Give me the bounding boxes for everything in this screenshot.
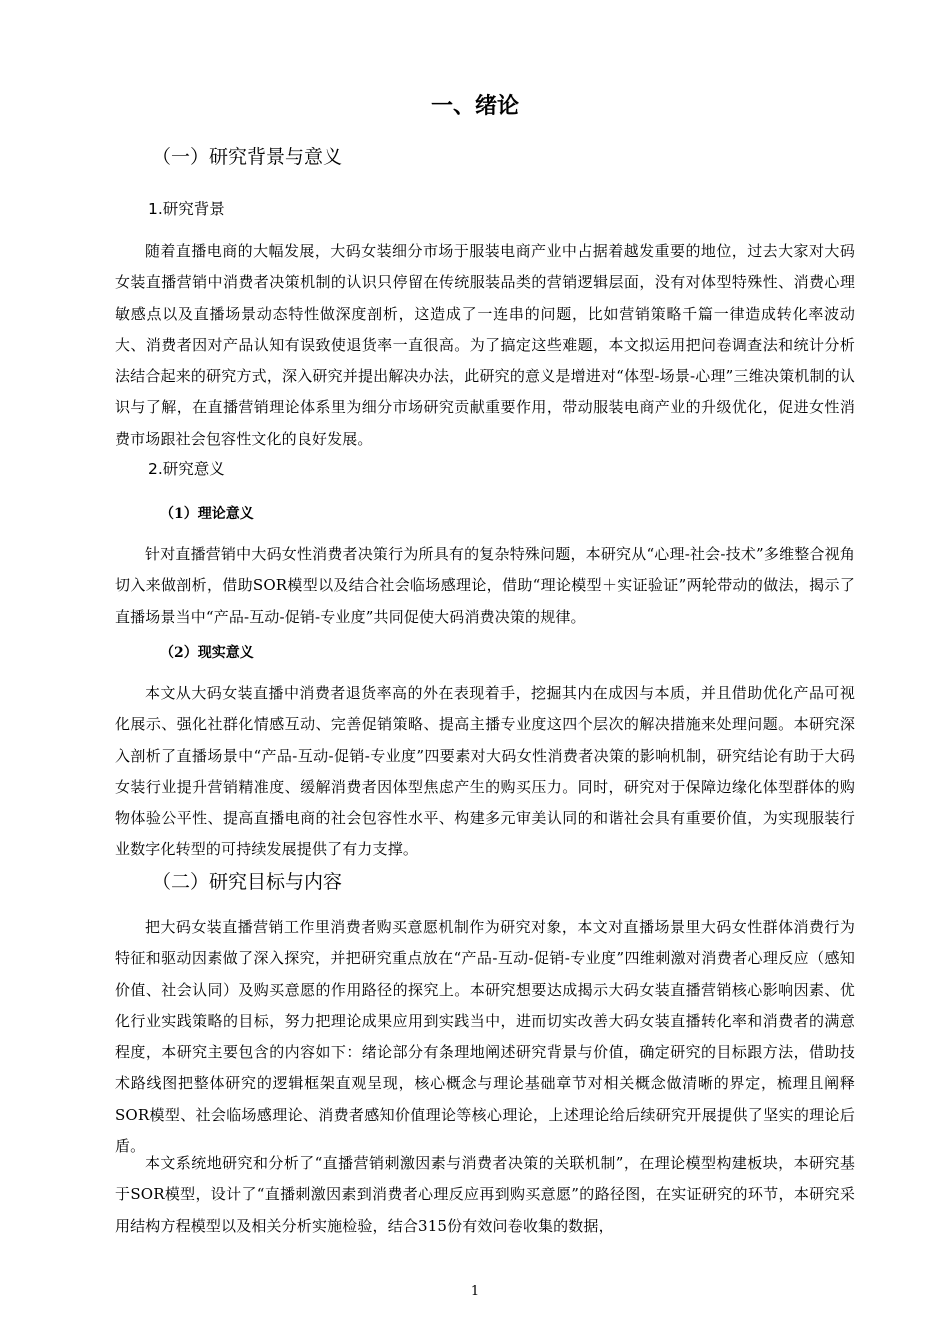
paragraph-background: 随着直播电商的大幅发展，大码女装细分市场于服装电商产业中占据着越发重要的地位，过去大家对大码女装直播营销中消费者决策机制的认识只停留在传统服装品类的营销逻辑层面，没有对体型特殊性、消费心理敏感点以及直播场景动态特性做深度剖析，这造成了一连串的问题，比如营销策略千篇一律造成转化率波动大、消费者因对产品认知有误致使退货率一直很高。为了搞定这些难题，本文拟运用把问卷调查法和统计分析法结合起来的研究方式，深入研究并提出解决办法，此研究的意义是增进对“体型-场景-心理”三维决策机制的认识与了解，在直播营销理论体系里为细分市场研究贡献重要作用，带动服装电商产业的升级优化，促进女性消费市场跟社会包容性文化的良好发展。 [115, 242, 855, 448]
page-number: 1 [470, 1284, 480, 1299]
item-title-practical: （2）现实意义 [160, 645, 254, 661]
chapter-title: 一、绪论 [430, 94, 519, 119]
paragraph-objectives-1: 把大码女装直播营销工作里消费者购买意愿机制作为研究对象，本文对直播场景里大码女性群体消费行为特征和驱动因素做了深入探究，并把研究重点放在“产品-互动-促销-专业度”四维刺激对消费者心理反应（感知价值、社会认同）及购买意愿的作用路径的探究上。本研究想要达成揭示大码女装直播营销核心影响因素、优化行业实践策略的目标，努力把理论成果应用到实践当中，进而切实改善大码女装直播转化率和消费者的满意程度，本研究主要包含的内容如下：绪论部分有条理地阐述研究背景与价值，确定研究的目标跟方法，借助技术路线图把整体研究的逻辑框架直观呈现，核心概念与理论基础章节对相关概念做清晰的界定，梳理且阐释SOR模型、社会临场感理论、消费者感知价值理论等核心理论，上述理论给后续研究开展提供了坚实的理论后盾。 [115, 918, 855, 1156]
item-title-theoretical: （1）理论意义 [160, 506, 254, 522]
subsection-title-background: 1.研究背景 [148, 200, 225, 218]
section-title-objectives-content: （二）研究目标与内容 [152, 871, 343, 893]
section-title-background-significance: （一）研究背景与意义 [152, 146, 343, 168]
subsection-title-significance: 2.研究意义 [148, 460, 225, 478]
paragraph-theoretical-significance: 针对直播营销中大码女性消费者决策行为所具有的复杂特殊问题，本研究从“心理-社会-技术”多维整合视角切入来做剖析，借助SOR模型以及结合社会临场感理论，借助“理论模型＋实证验证”两轮带动的做法，揭示了直播场景当中“产品-互动-促销-专业度”共同促使大码消费决策的规律。 [115, 545, 856, 626]
paragraph-practical-significance: 本文从大码女装直播中消费者退货率高的外在表现着手，挖掘其内在成因与本质，并且借助优化产品可视化展示、强化社群化情感互动、完善促销策略、提高主播专业度这四个层次的解决措施来处理问题。本研究深入剖析了直播场景中“产品-互动-促销-专业度”四要素对大码女性消费者决策的影响机制，研究结论有助于大码女装行业提升营销精准度、缓解消费者因体型焦虑产生的购买压力。同时，研究对于保障边缘化体型群体的购物体验公平性、提高直播电商的社会包容性水平、构建多元审美认同的和谐社会具有重要价值，为实现服装行业数字化转型的可持续发展提供了有力支撑。 [115, 684, 855, 859]
paragraph-objectives-2: 本文系统地研究和分析了“直播营销刺激因素与消费者决策的关联机制”，在理论模型构建板块，本研究基于SOR模型，设计了“直播刺激因素到消费者心理反应再到购买意愿”的路径图，在实证研究的环节，本研究采用结构方程模型以及相关分析实施检验，结合315份有效问卷收集的数据， [115, 1154, 855, 1235]
